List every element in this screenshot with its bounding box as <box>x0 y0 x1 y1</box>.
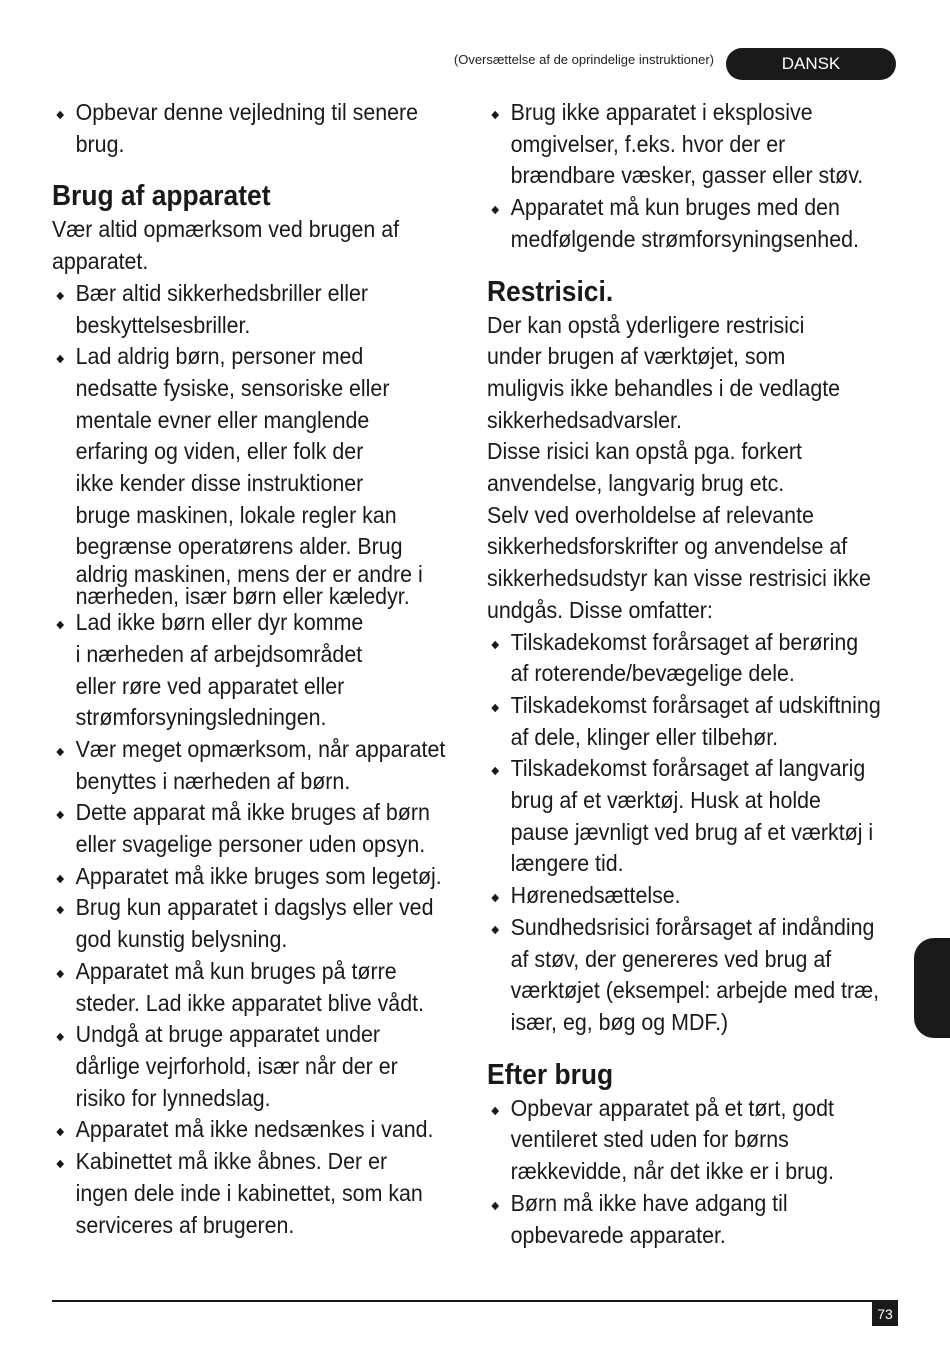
usage-intro-paragraph <box>52 214 430 277</box>
text-line: især, eg, bøg og MDF.) <box>510 1008 729 1035</box>
text-line: af støv, der genereres ved brug af <box>510 945 832 972</box>
text-line: aldrig maskinen, mens der er andre i <box>75 561 423 588</box>
text-line: ventileret sted uden for børns <box>510 1126 789 1153</box>
text-line: af dele, klinger eller tilbehør. <box>510 723 779 750</box>
text-line: sikkerhedsudstyr kan visse restrisici ikke <box>487 565 871 592</box>
bullet-diamond-icon <box>491 1202 499 1210</box>
list-item <box>52 797 430 860</box>
translation-note: (Oversættelse af de oprindelige instruktioner) <box>453 52 714 67</box>
text-line: Apparatet må kun bruges med den <box>510 194 840 221</box>
bullet-list <box>52 278 446 1241</box>
bullet-diamond-icon <box>56 875 64 883</box>
text-line: ikke kender disse instruktioner <box>75 470 364 497</box>
bullet-diamond-icon <box>491 111 499 119</box>
text-line: Vær meget opmærksom, når apparatet <box>75 735 446 762</box>
text-line: Brug kun apparatet i dagslys eller ved <box>75 894 434 921</box>
text-line: nedsatte fysiske, sensoriske eller <box>75 374 390 401</box>
bullet-diamond-icon <box>56 355 64 363</box>
text-line: sikkerhedsadvarsler. <box>487 406 682 433</box>
text-line: Undgå at bruge apparatet under <box>75 1021 381 1048</box>
text-line: beskyttelsesbriller. <box>75 311 251 338</box>
list-item <box>487 753 874 880</box>
text-line: Tilskadekomst forårsaget af langvarig <box>510 755 866 782</box>
text-line: Dette apparat må ikke bruges af børn <box>75 799 430 826</box>
list-item <box>52 956 430 1019</box>
list-item <box>487 1093 869 1188</box>
text-line: under brugen af værktøjet, som <box>487 343 786 370</box>
text-line: Apparatet må ikke nedsænkes i vand. <box>75 1116 434 1143</box>
bullet-diamond-icon <box>491 894 499 902</box>
list-item <box>487 627 869 690</box>
tight-lines <box>75 561 430 610</box>
text-line: Disse risici kan opstå pga. forkert <box>487 438 802 465</box>
text-line: Kabinettet må ikke åbnes. Der er <box>75 1148 388 1175</box>
list-item <box>487 97 869 192</box>
text-line: Tilskadekomst forårsaget af udskiftning <box>510 691 881 718</box>
text-line: anvendelse, langvarig brug etc. <box>487 470 785 497</box>
bullet-diamond-icon <box>56 292 64 300</box>
text-line: Sundhedsrisici forårsaget af indånding <box>510 913 875 940</box>
bullet-diamond-icon <box>56 748 64 756</box>
text-line: risiko for lynnedslag. <box>75 1084 271 1111</box>
text-line: apparatet. <box>52 248 149 275</box>
list-item <box>52 861 442 893</box>
list-item <box>52 97 430 160</box>
right-text-block <box>487 97 881 1251</box>
bullet-diamond-icon <box>56 970 64 978</box>
text-line: ingen dele inde i kabinettet, som kan <box>75 1179 423 1206</box>
text-line: serviceres af brugeren. <box>75 1211 295 1238</box>
text-line: erfaring og viden, eller folk der <box>75 438 364 465</box>
text-line: undgås. Disse omfatter: <box>487 596 713 623</box>
text-line: mentale evner eller manglende <box>75 406 370 433</box>
text-line: værktøjet (eksempel: arbejde med træ, <box>510 977 880 1004</box>
bullet-diamond-icon <box>56 1160 64 1168</box>
bullet-diamond-icon <box>491 704 499 712</box>
text-line: Opbevar denne vejledning til senere <box>75 99 419 125</box>
bullet-diamond-icon <box>56 1128 64 1136</box>
text-line: sikkerhedsforskrifter og anvendelse af <box>487 533 848 560</box>
text-line: medfølgende strømforsyningsenhed. <box>510 225 859 252</box>
list-item <box>487 690 881 753</box>
list-item <box>52 734 446 797</box>
text-line: Hørenedsættelse. <box>510 882 681 909</box>
bullet-list <box>487 97 869 256</box>
text-line: opbevarede apparater. <box>510 1221 726 1248</box>
bullet-diamond-icon <box>491 926 499 934</box>
text-line: Der kan opstå yderligere restrisici <box>487 311 805 338</box>
text-line: begrænse operatørens alder. Brug <box>75 533 403 560</box>
spacer <box>487 1039 869 1057</box>
section-heading-after-use: Efter brug <box>487 1058 614 1091</box>
text-line: Tilskadekomst forårsaget af berøring <box>510 628 859 655</box>
text-line: Brug ikke apparatet i eksplosive <box>510 99 813 125</box>
list-item <box>52 1019 430 1114</box>
text-line: af roterende/bevægelige dele. <box>510 660 795 687</box>
text-line: Selv ved overholdelse af relevante <box>487 501 814 528</box>
text-line: brug af et værktøj. Husk at holde <box>510 787 821 814</box>
text-line: rækkevidde, når det ikke er i brug. <box>510 1158 834 1185</box>
text-line: Apparatet må kun bruges på tørre <box>75 957 397 984</box>
bullet-diamond-icon <box>491 1106 499 1114</box>
list-item <box>487 192 869 255</box>
spacer <box>487 256 869 274</box>
section-heading-residual-risks: Restrisici. <box>487 275 614 308</box>
text-line: længere tid. <box>510 850 624 877</box>
text-line: Lad aldrig børn, personer med <box>75 343 364 370</box>
left-text-block <box>52 97 446 1241</box>
bullet-diamond-icon <box>56 906 64 914</box>
text-line: dårlige vejrforhold, især når der er <box>75 1052 398 1079</box>
list-item <box>52 607 430 734</box>
text-line: steder. Lad ikke apparatet blive vådt. <box>75 989 424 1016</box>
bullet-diamond-icon <box>56 621 64 629</box>
text-line: god kunstig belysning. <box>75 926 288 953</box>
text-line: i nærheden af arbejdsområdet <box>75 640 363 667</box>
list-item <box>52 892 434 955</box>
text-line: eller røre ved apparatet eller <box>75 672 345 699</box>
bullet-diamond-icon <box>56 811 64 819</box>
bullet-list <box>487 1093 869 1252</box>
text-line: Lad ikke børn eller dyr komme <box>75 609 364 636</box>
text-line: pause jævnligt ved brug af et værktøj i <box>510 818 874 845</box>
bullet-list <box>487 627 881 1039</box>
bullet-diamond-icon <box>491 767 499 775</box>
section-heading-usage: Brug af apparatet <box>52 180 271 213</box>
text-line: brændbare væsker, gasser eller støv. <box>510 162 864 189</box>
footer-rule <box>52 1300 898 1302</box>
spacer <box>52 160 430 178</box>
list-item <box>52 1114 434 1146</box>
text-line: muligvis ikke behandles i de vedlagte <box>487 374 841 401</box>
text-line: Vær altid opmærksom ved brugen af <box>52 216 400 243</box>
right-column <box>487 97 907 1251</box>
left-column <box>52 97 467 1241</box>
text-line: brug. <box>75 130 125 157</box>
residual-risks-paragraph <box>487 310 869 627</box>
text-line: Opbevar apparatet på et tørt, godt <box>510 1094 835 1121</box>
list-item <box>52 341 430 610</box>
list-item <box>487 912 880 1039</box>
page-number: 73 <box>872 1302 898 1326</box>
text-line: omgivelser, f.eks. hvor der er <box>510 130 786 157</box>
text-line: bruge maskinen, lokale regler kan <box>75 501 397 528</box>
list-item <box>487 880 869 912</box>
text-line: benyttes i nærheden af børn. <box>75 767 351 794</box>
bullet-list <box>52 97 430 160</box>
section-tab-marker <box>914 938 950 1038</box>
text-line: strømforsyningsledningen. <box>75 704 327 731</box>
bullet-diamond-icon <box>56 1033 64 1041</box>
bullet-diamond-icon <box>56 111 64 119</box>
list-item <box>487 1188 869 1251</box>
text-line: Børn må ikke have adgang til <box>510 1189 788 1216</box>
list-item <box>52 278 430 341</box>
text-line: Apparatet må ikke bruges som legetøj. <box>75 862 442 889</box>
bullet-diamond-icon <box>491 206 499 214</box>
text-line: eller svagelige personer uden opsyn. <box>75 831 426 858</box>
list-item <box>52 1146 430 1241</box>
language-badge: DANSK <box>726 48 896 80</box>
bullet-diamond-icon <box>491 640 499 648</box>
text-line: Bær altid sikkerhedsbriller eller <box>75 279 369 306</box>
text-line: nærheden, især børn eller kæledyr. <box>75 583 410 610</box>
